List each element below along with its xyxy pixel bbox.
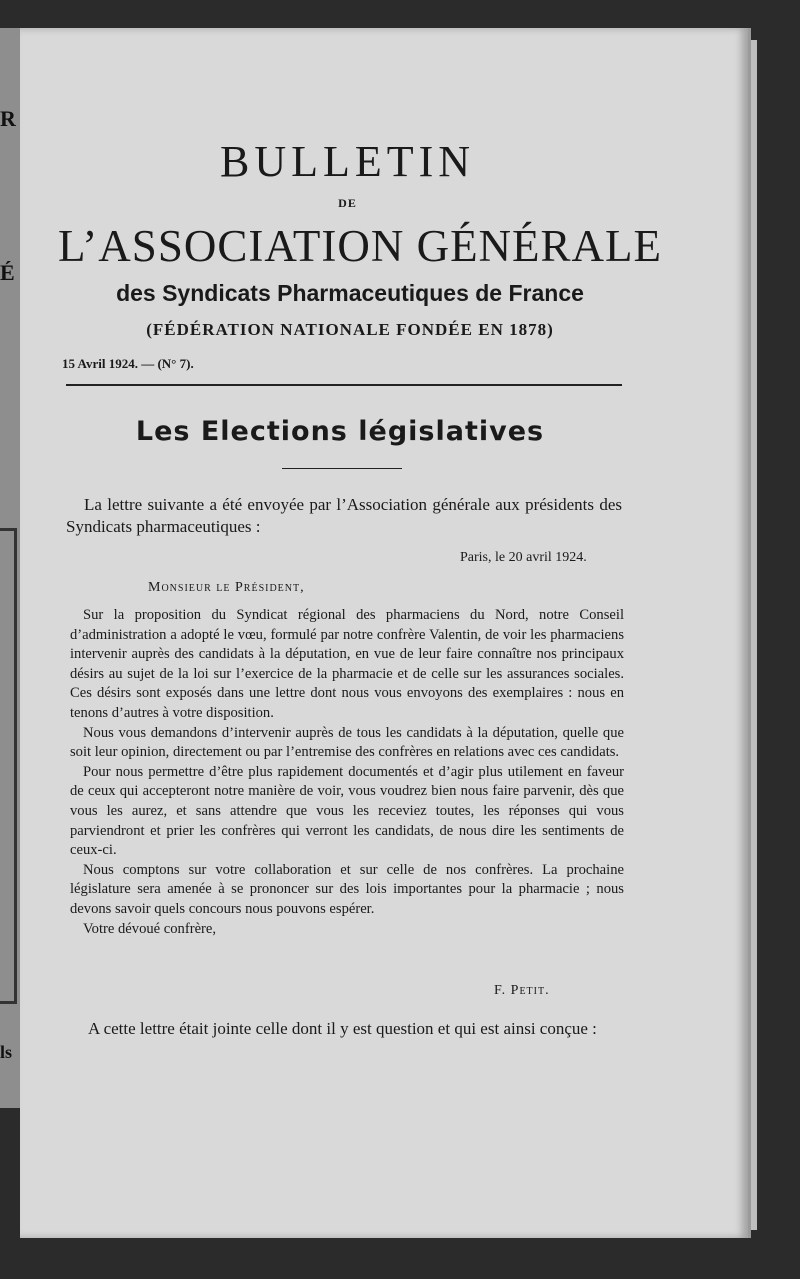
bulletin-de: DE <box>338 196 357 210</box>
letter-body <box>70 606 624 939</box>
letter-paragraph: Nous comptons sur votre collaboration et sur celle de nos confrères. La prochaine législature sera amenée à se prononcer sur des lois importantes pour la pharmacie ; nous devons savoir quels concours nous pouvons espérer. <box>70 861 624 917</box>
previous-page-fragment: R <box>0 106 16 131</box>
letter-signature: F. Petit. <box>494 983 550 998</box>
letter-paragraph: Pour nous permettre d’être plus rapidement documentés et d’agir plus utilement en faveur de ceux qui accepteront notre manière de voir, vous voudrez bien nous faire parvenir, dès que vous les aurez, et sans attendre que vous les receviez toutes, les réponses qui vous parviendront et prier les confrères qui verront les candidats, de nous dire les sentiments de ceux-ci. <box>70 763 624 859</box>
previous-page-frame <box>0 528 17 1004</box>
previous-page-fragment: É <box>0 260 15 285</box>
letter-paragraph: Votre dévoué confrère, <box>83 920 217 937</box>
document-page <box>20 28 751 1238</box>
letter-dateline: Paris, le 20 avril 1924. <box>460 550 587 565</box>
closing-paragraph <box>72 1018 626 1040</box>
issue-date: 15 Avril 1924. — (N° 7). <box>62 356 194 371</box>
association-name: L’ASSOCIATION GÉNÉRALE <box>57 221 663 271</box>
letter-salutation: Monsieur le Président, <box>148 580 305 595</box>
letter-paragraph: Sur la proposition du Syndicat régional des pharmaciens du Nord, notre Conseil d’administration a adopté le vœu, formulé par notre confrère Valentin, de voir les pharmaciens intervenir auprès des candidats à la députation, en vue de leur faire connaître nos principaux désirs au sujet de la loi sur l’exercice de la pharmacie et de celle sur les assurances sociales. Ces désirs sont exposés dans une lettre dont nous vous envoyons des exemplaires : nous en tenons d’autres à votre disposition. <box>70 607 624 721</box>
article-title: Les Elections législatives <box>135 416 545 447</box>
closing-text: A cette lettre était jointe celle dont il y est question et qui est ainsi conçue : <box>88 1019 597 1038</box>
article-intro: La lettre suivante a été envoyée par l’Association générale aux présidents des Syndicats pharmaceutiques : <box>66 495 622 536</box>
letter-paragraph: Nous vous demandons d’intervenir auprès de tous les candidats à la députation, quelle que soit leur opinion, directement ou par l’entremise des confrères en relations avec ces candidats. <box>70 724 624 761</box>
title-underline <box>282 468 402 469</box>
federation-line: (FÉDÉRATION NATIONALE FONDÉE EN 1878) <box>146 320 554 339</box>
header-rule <box>66 384 622 386</box>
previous-page-fragment: ls <box>0 1042 13 1062</box>
association-subtitle: des Syndicats Pharmaceutiques de France <box>116 280 584 306</box>
bulletin-title: BULLETIN <box>219 137 476 186</box>
